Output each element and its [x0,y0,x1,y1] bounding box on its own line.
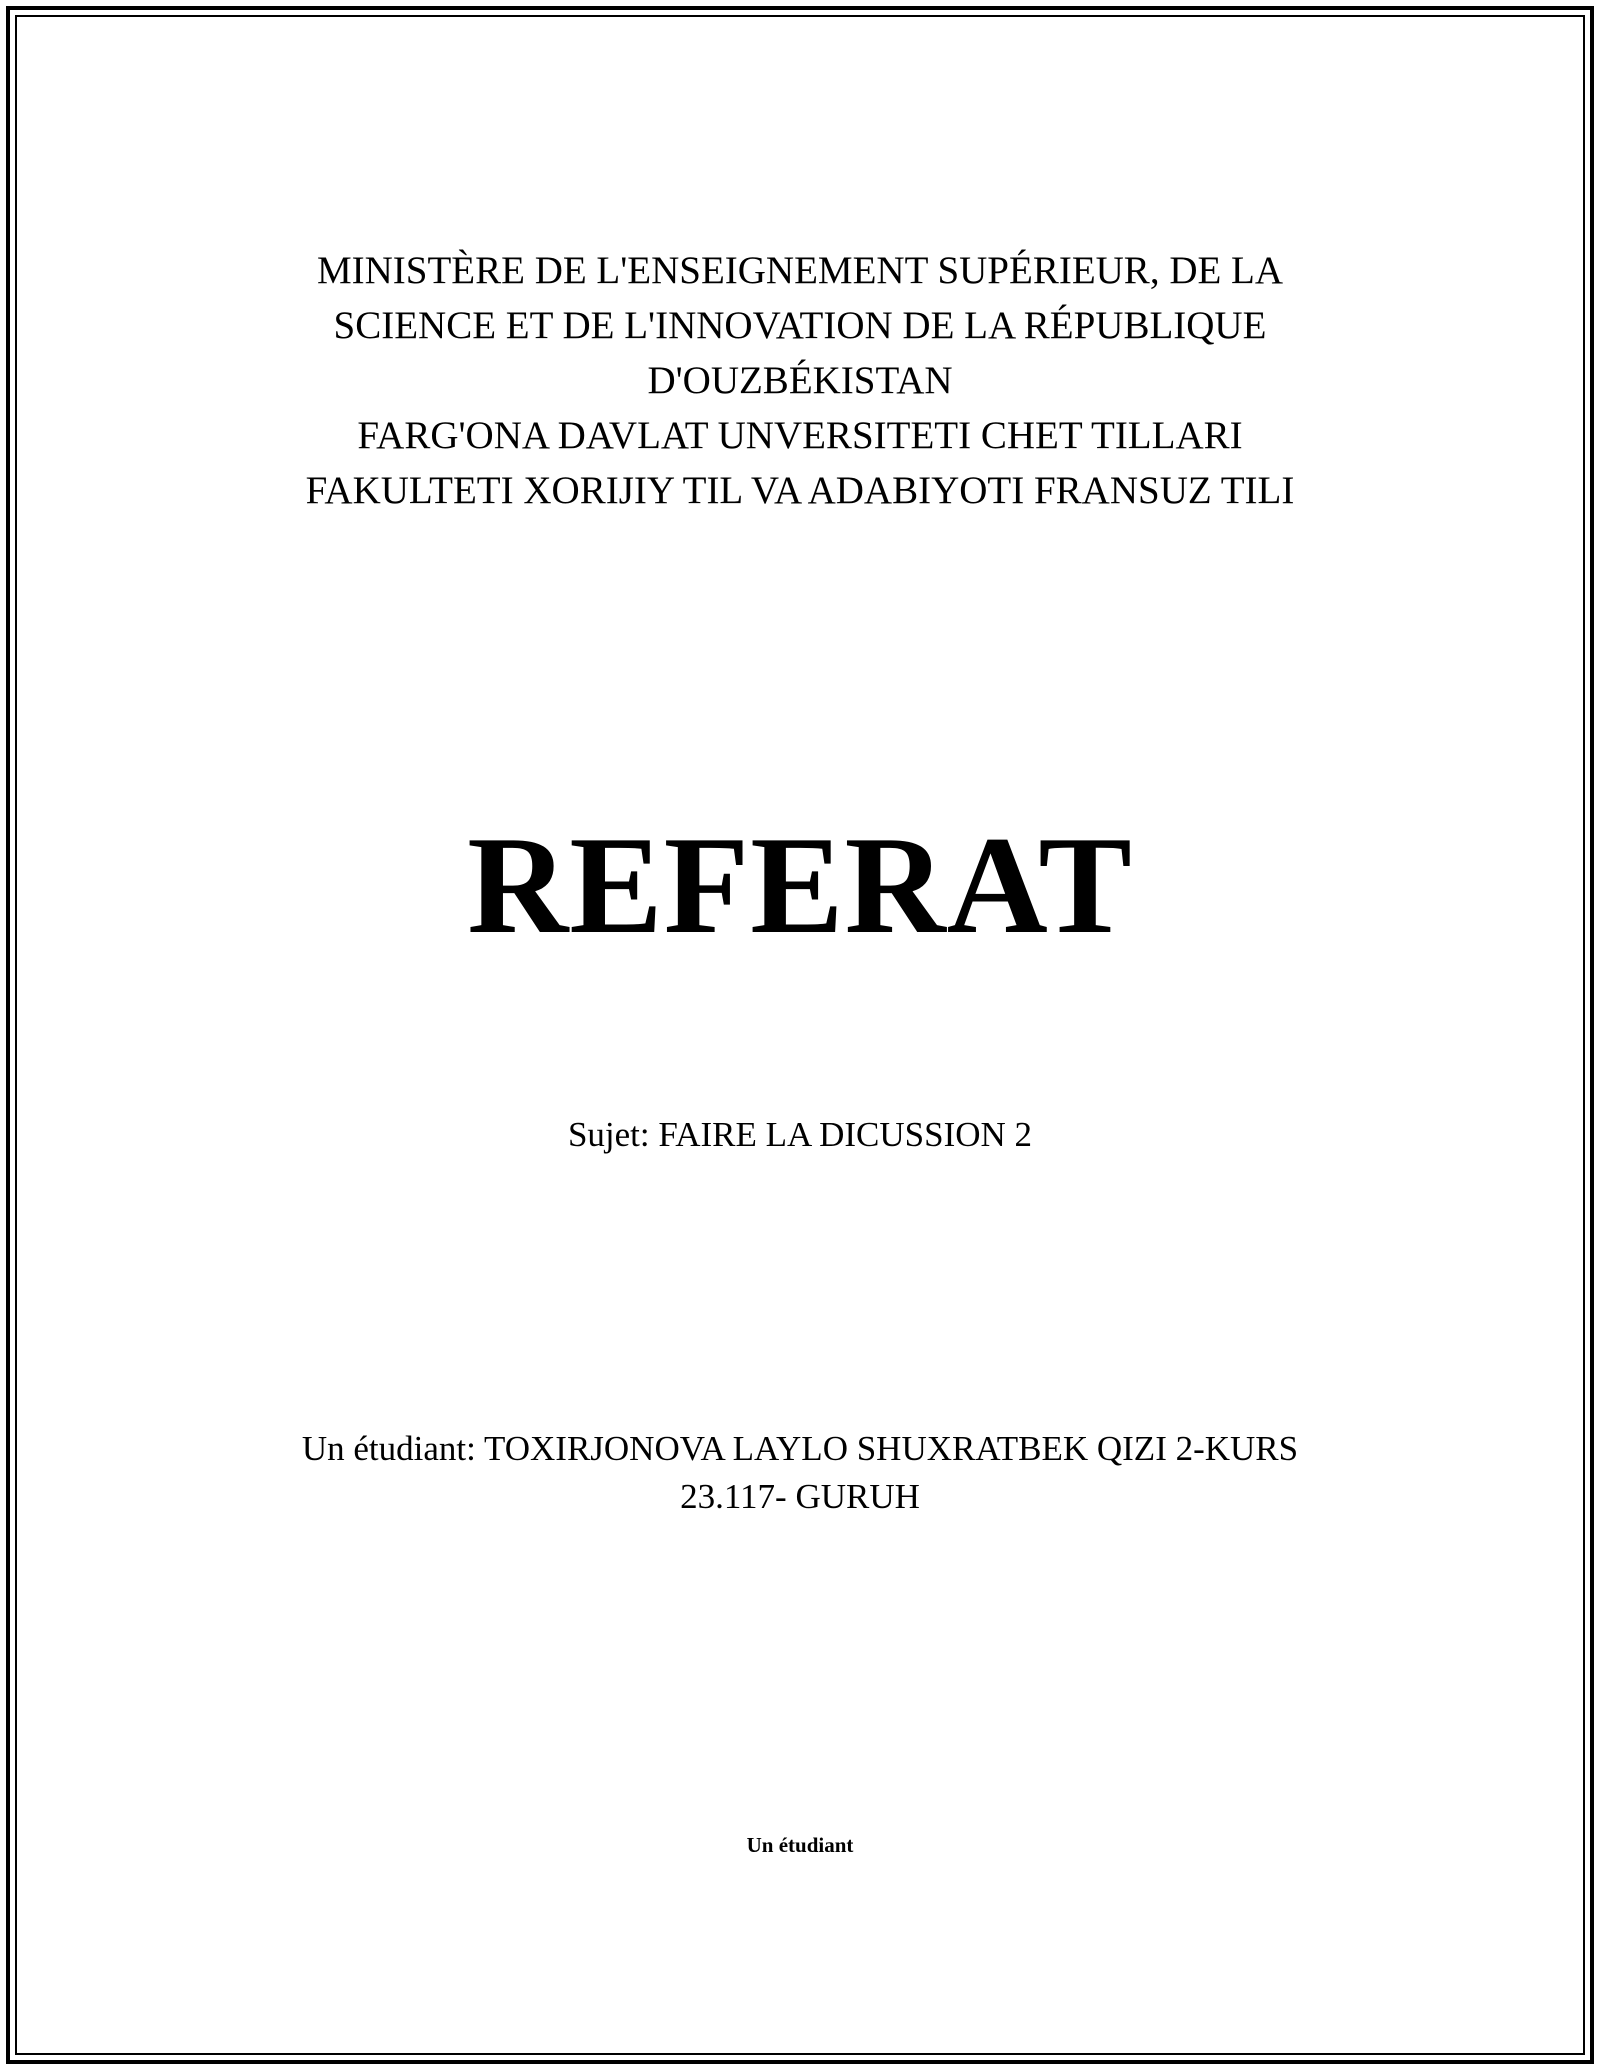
header-line-3: D'OUZBÉKISTAN [647,359,953,402]
footer-label: Un étudiant [746,1833,854,1857]
student-line-2: 23.117- GURUH [680,1477,920,1516]
student-line-1: Un étudiant: TOXIRJONOVA LAYLO SHUXRATBEK QIZI 2-KURS [301,1429,1299,1468]
header-line-4: FARG'ONA DAVLAT UNVERSITETI CHET TILLARI [357,414,1243,457]
subject-line: Sujet: FAIRE LA DICUSSION 2 [567,1115,1033,1154]
header-line-2: SCIENCE ET DE L'INNOVATION DE LA RÉPUBLIQUE [333,304,1267,347]
student-info [0,1425,1600,1521]
header-line-1: MINISTÈRE DE L'ENSEIGNEMENT SUPÉRIEUR, DE LA [316,249,1284,292]
document-title: REFERAT [467,808,1133,963]
institution-header [0,243,1600,518]
header-line-5: FAKULTETI XORIJIY TIL VA ADABIYOTI FRANSUZ TILI [305,469,1295,512]
